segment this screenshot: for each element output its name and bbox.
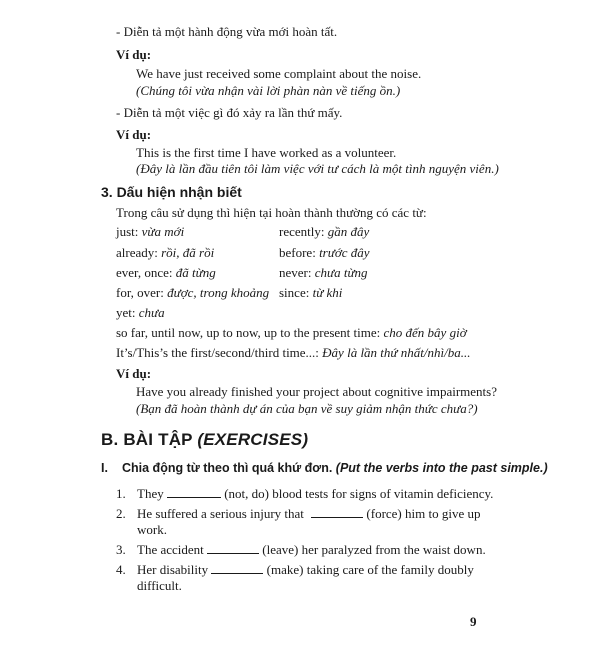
usage-note-nth-time: - Diễn tả một việc gì đó xảy ra lần thứ mấy. [116, 105, 343, 120]
signal-word-before: before: trước đây [279, 245, 370, 260]
signal-word-just: just: vừa mới [116, 224, 185, 239]
answer-blank[interactable] [207, 552, 259, 554]
example-sentence-en: This is the first time I have worked as a volunteer. [136, 145, 397, 160]
exercise-item: Her disability (make) taking care of the family doubly [137, 562, 474, 577]
usage-note-completed-action: - Diễn tả một hành động vừa mới hoàn tất. [116, 24, 338, 39]
example-sentence-vi: (Bạn đã hoàn thành dự án của bạn về suy giảm nhận thức chưa?) [136, 401, 478, 416]
exercise-item-continuation: difficult. [137, 578, 182, 593]
answer-blank[interactable] [211, 572, 263, 574]
signal-phrase-first-time: It’s/This’s the first/second/third time...: Đây là lần thứ nhất/nhì/ba... [116, 345, 471, 360]
example-label: Ví dụ: [116, 127, 152, 142]
example-sentence-en: Have you already finished your project about cognitive impairments? [136, 384, 497, 399]
signal-word-ever: ever, once: đã từng [116, 265, 216, 280]
exercise-item-continuation: work. [137, 522, 167, 537]
exercise-number: 3. [116, 542, 126, 557]
exercise-number: 2. [116, 506, 126, 521]
signal-word-since: since: từ khi [279, 285, 343, 300]
example-sentence-vi: (Đây là lần đầu tiên tôi làm việc với tư cách là một tình nguyện viên.) [136, 161, 499, 176]
answer-blank[interactable] [167, 496, 221, 498]
signal-word-for: for, over: được, trong khoảng [116, 285, 270, 300]
signal-word-recently: recently: gần đây [279, 224, 370, 239]
exercise-number: 1. [116, 486, 126, 501]
signs-intro: Trong câu sử dụng thì hiện tại hoàn thành thường có các từ: [116, 205, 427, 220]
signal-phrase-so-far: so far, until now, up to now, up to the present time: cho đến bây giờ [116, 325, 467, 340]
exercise-part-label: I. [101, 461, 108, 475]
example-sentence-vi: (Chúng tôi vừa nhận vài lời phàn nàn về tiếng ồn.) [136, 83, 401, 98]
exercise-item: He suffered a serious injury that (force) him to give up [137, 506, 481, 521]
section-heading-signs: 3. Dấu hiện nhận biết [101, 184, 242, 200]
section-heading-exercises: B. BÀI TẬP (EXERCISES) [101, 430, 309, 449]
signal-word-yet: yet: chưa [116, 305, 165, 320]
answer-blank[interactable] [311, 516, 363, 518]
page-number: 9 [470, 614, 477, 629]
signal-word-already: already: rồi, đã rồi [116, 245, 215, 260]
example-label: Ví dụ: [116, 366, 152, 381]
example-sentence-en: We have just received some complaint about the noise. [136, 66, 422, 81]
exercise-instruction: Chia động từ theo thì quá khứ đơn. (Put the verbs into the past simple.) [122, 461, 548, 475]
exercise-number: 4. [116, 562, 126, 577]
exercise-item: The accident (leave) her paralyzed from the waist down. [137, 542, 486, 557]
signal-word-never: never: chưa từng [279, 265, 368, 280]
example-label: Ví dụ: [116, 47, 152, 62]
exercise-item: They (not, do) blood tests for signs of vitamin deficiency. [137, 486, 494, 501]
